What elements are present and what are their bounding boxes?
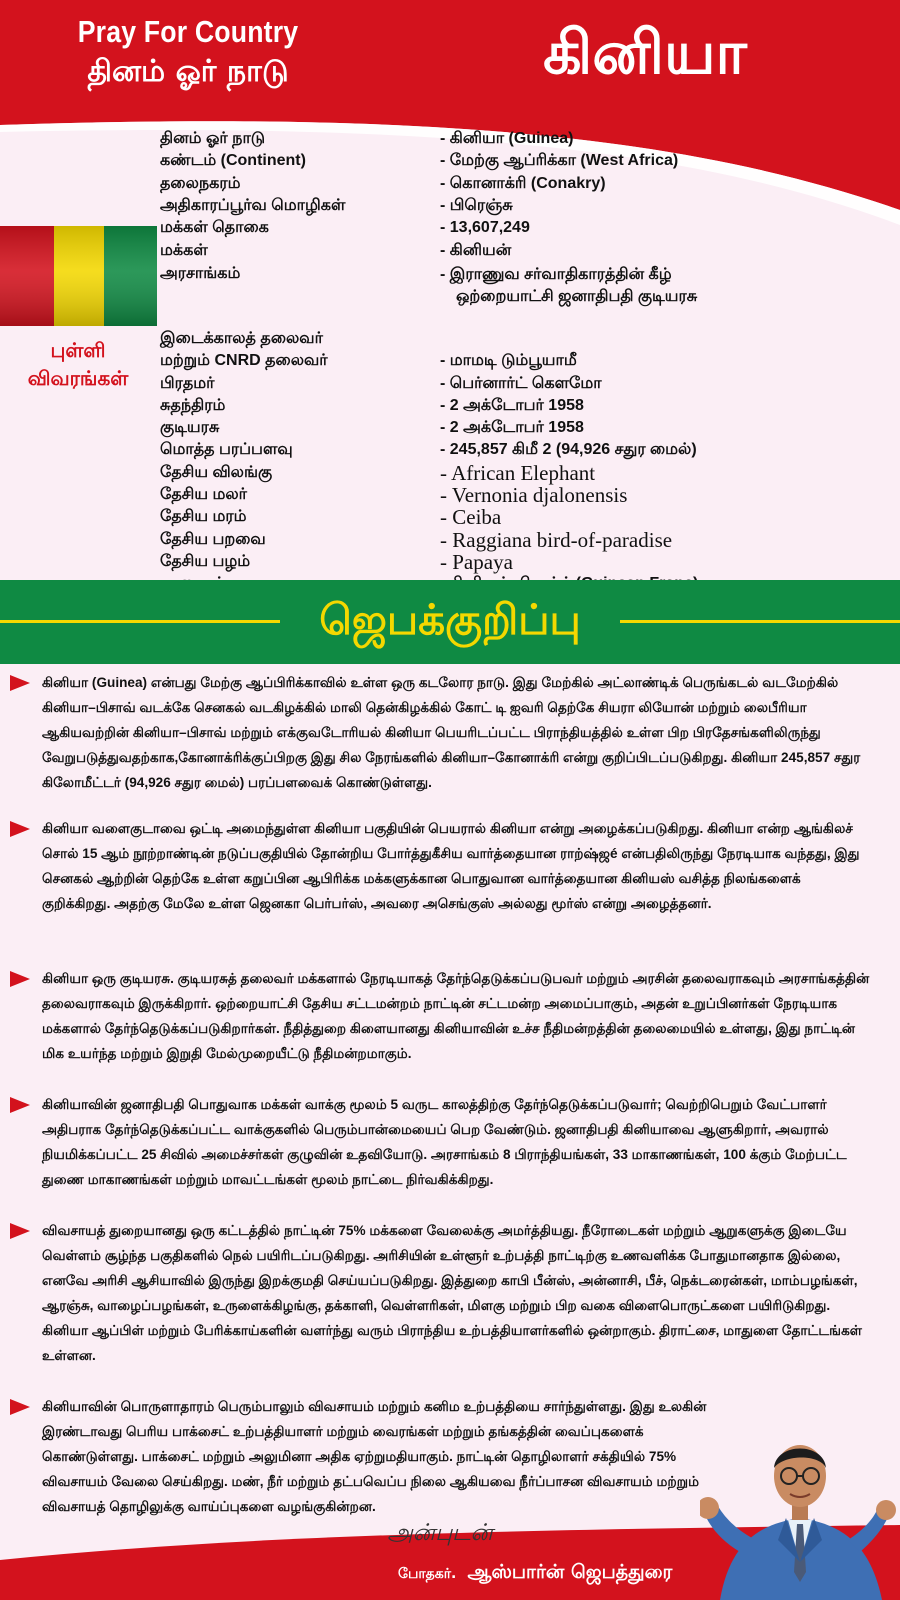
fact-label: தலைநகரம் [160, 174, 241, 192]
fact-label: தேசிய பறவை [160, 530, 266, 548]
prayer-points-banner [0, 580, 900, 664]
fact-value: - மாமடி டும்பூயாமீ [440, 352, 577, 370]
fact-row [160, 372, 890, 394]
arrow-bullet-icon [10, 675, 30, 691]
preacher-name: ஆஸ்பார்ன் ஜெபத்துரை [467, 1561, 673, 1583]
banner-divider-left [0, 620, 280, 623]
fact-row [160, 328, 890, 350]
prayer-point-text: கினியா ஒரு குடியரசு. குடியரசுத் தலைவர் மக்களால் நேரடியாகத் தேர்ந்தெடுக்கப்படுபவர் மற்றும் அரசின் தலைவராகவும் அரசாங்கத்தின் தலைவராகவும் இருக்கிறார். ஒற்றையாட்சி தேசிய சட்டமன்றம் நாட்டின் சட்டமன்ற அமைப்பாகும், அதன் உறுப்பினர்கள் நேரடியாக மக்களால் தேர்ந்தெடுக்கப்படுகிறார்கள். நீதித்துறை கிளையானது கினியாவின் உச்ச நீதிமன்றத்தின் தலைமையில் உள்ளது, இது நாட்டின் மிக உயர்ந்த மற்றும் இறுதி மேல்முறையீட்டு நீதிமன்றமாகும். [42, 971, 870, 1061]
fact-value: - மேற்கு ஆப்ரிக்கா (West Africa) [440, 152, 679, 170]
fact-value: - Raggiana bird-of-paradise [440, 527, 673, 552]
fact-label: இடைக்காலத் தலைவர் [160, 329, 323, 347]
fact-value: - பிரெஞ்சு [440, 197, 513, 215]
header-title-english: Pray For Country [77, 14, 299, 49]
fact-row [160, 551, 890, 573]
arrow-bullet-icon [10, 821, 30, 837]
signoff-text: அன்புடன் [387, 1520, 493, 1546]
fact-value: - Vernonia djalonensis [440, 483, 628, 507]
fact-label: மக்கள் [160, 241, 208, 259]
fact-row [160, 173, 890, 195]
guinea-flag-icon [0, 226, 157, 326]
fact-row [160, 528, 890, 550]
fact-row [160, 439, 890, 461]
fact-label: அதிகாரப்பூர்வ மொழிகள் [160, 197, 346, 215]
fact-row [160, 395, 890, 417]
prayer-point [10, 816, 870, 916]
fact-row [160, 417, 890, 439]
fact-row [160, 239, 890, 261]
banner-divider-right [620, 620, 900, 623]
fact-value: - African Elephant [440, 460, 596, 485]
prayer-points-heading: ஜெபக்குறிப்பு [319, 595, 581, 644]
fact-value: - பெர்னார்ட் கௌமோ [440, 374, 602, 392]
fact-value: - 2 அக்டோபர் 1958 [440, 419, 584, 437]
fact-value: - 2 அக்டோபர் 1958 [440, 396, 584, 414]
prayer-point [10, 966, 870, 1066]
fact-value-line1: - இராணுவ சர்வாதிகாரத்தின் கீழ் [440, 265, 672, 283]
fact-value: - கொனாக்ரி (Conakry) [440, 174, 606, 192]
key-facts-label [8, 336, 148, 392]
prayer-point-text: விவசாயத் துறையானது ஒரு கட்டத்தில் நாட்டின் 75% மக்களை வேலைக்கு அமர்த்தியது. நீரோடைகள் மற்றும் ஆறுகளுக்கு இடையே வெள்ளம் சூழ்ந்த பகுதிகளில் நெல் பயிரிடப்படுகிறது. அரிசியின் உள்ளூர் உற்பத்தி நாட்டிற்கு உணவளிக்க போதுமானதாக இல்லை, எனவே அரிசி ஆசியாவில் இருந்து இறக்குமதி செய்யப்படுகிறது. இத்துறை காபி பீன்ஸ், அன்னாசி, பீச், நெக்டரைன்கள், மாம்பழங்கள், ஆரஞ்சு, வாழைப்பழங்கள், உருளைக்கிழங்கு, தக்காளி, வெள்ளரிகள், மிளகு மற்றும் பிற வகை விளைபொருட்களை பயிரிடுகிறது. கினியா ஆப்பிள் மற்றும் பேரிக்காய்களின் வளர்ந்து வரும் பிராந்திய உற்பத்தியாளர்களில் ஒன்றாகும். திராட்சை, மாதுளை தோட்டங்கள் உள்ளன. [42, 1223, 863, 1363]
fact-label: தேசிய மலர் [160, 486, 247, 503]
facts-table [160, 128, 890, 595]
fact-value-line2: ஒற்றையாட்சி ஜனாதிபதி குடியரசு [456, 287, 698, 305]
fact-label: மற்றும் CNRD தலைவர் [160, 352, 328, 370]
fact-label: மொத்த பரப்பளவு [160, 441, 293, 459]
fact-label: பிரதமர் [160, 374, 215, 392]
fact-row [160, 150, 890, 172]
fact-row [160, 350, 890, 372]
arrow-bullet-icon [10, 1223, 30, 1239]
country-title: கினியா [543, 18, 747, 88]
fact-label: தேசிய மரம் [160, 508, 247, 526]
key-facts-label-line1: புள்ளி [50, 338, 106, 362]
fact-label: தினம் ஓர் நாடு [160, 130, 266, 148]
fact-row [160, 262, 890, 328]
fact-row [160, 217, 890, 239]
prayer-point [10, 1218, 870, 1368]
fact-value: - கினியன் [440, 241, 512, 259]
fact-label: மக்கள் தொகை [160, 219, 269, 237]
fact-value: - Ceiba [440, 505, 502, 530]
prayer-point-text: கினியா வளைகுடாவை ஒட்டி அமைந்துள்ள கினியா பகுதியின் பெயரால் கினியா என்று அழைக்கப்படுகிறது. கினியா என்ற ஆங்கிலச் சொல் 15 ஆம் நூற்றாண்டின் நடுப்பகுதியில் தோன்றிய போர்த்துகீசிய வார்த்தையான ராற்ஷ்ஜé என்பதிலிருந்து நேரடியாக வந்தது, இது செனகல் ஆற்றின் தெற்கே உள்ள கறுப்பின ஆபிரிக்க மக்களுக்கான பொதுவான வார்த்தையான கினியஸ் வசித்த நிலங்களைக் குறிக்கிறது. அதற்கு மேலே உள்ள ஜெனகா பெர்பர்ஸ், அவரை அசெங்குஸ் அல்லது மூர்ஸ் என்று அழைத்தனர். [42, 821, 860, 911]
fact-label: தேசிய பழம் [160, 552, 251, 570]
prayer-point [10, 1092, 870, 1192]
fact-row [160, 128, 890, 150]
fact-label: அரசாங்கம் [160, 264, 241, 282]
prayer-point-text: கினியா (Guinea) என்பது மேற்கு ஆப்பிரிக்காவில் உள்ள ஒரு கடலோர நாடு. இது மேற்கில் அட்லாண்டிக் பெருங்கடல் வடமேற்கில் கினியா–பிசாவ் வடக்கே செனகல் வடகிழக்கில் மாலி தென்கிழக்கில் கோட் டி ஐவரி தெற்கே சியரா லியோன் மற்றும் லைபீரியா ஆகியவற்றின் கினியா–பிசாவ் மற்றும் எக்குவடோரியல் கினியா பெயரிடப்பட்ட பிராந்தியத்தில் உள்ள பிற பிரதேசங்களிலிருந்து வேறுபடுத்துவதற்காக,கோனாக்ரிக்குப்பிறகு இது சில நேரங்களில் கினியா–கோனாக்ரி என்று குறிப்பிடப்படுகிறது. கினியா 245,857 சதுர கிலோமீட்டர் (94,926 சதுர மைல்) பரப்பளவைக் கொண்டுள்ளது. [42, 675, 861, 790]
arrow-bullet-icon [10, 1399, 30, 1415]
prayer-point-text: கினியாவின் பொருளாதாரம் பெரும்பாலும் விவசாயம் மற்றும் கனிம உற்பத்தியை சார்ந்துள்ளது. இது உலகின் இரண்டாவது பெரிய பாக்சைட் உற்பத்தியாளர் மற்றும் வைரங்கள் மற்றும் தங்கத்தின் வைப்புகளைக் கொண்டுள்ளது. பாக்சைட் மற்றும் அலுமினா அதிக ஏற்றுமதியாகும். நாட்டின் தொழிலாளர் சக்தியில் 75% விவசாயம் வேலை செய்கிறது. மண், நீர் மற்றும் தட்பவெப்ப நிலை ஆகியவை நீர்ப்பாசன விவசாயம் மற்றும் விவசாயத் தொழிலுக்கு வாய்ப்புகளை வழங்குகின்றன. [42, 1399, 707, 1514]
fact-row [160, 484, 890, 506]
fact-value [440, 264, 890, 308]
fact-row [160, 506, 890, 528]
key-facts-label-line2: விவரங்கள் [27, 366, 129, 390]
fact-value: - Papaya [440, 549, 513, 574]
prayer-point-text: கினியாவின் ஜனாதிபதி பொதுவாக மக்கள் வாக்கு மூலம் 5 வருட காலத்திற்கு தேர்ந்தெடுக்கப்படுவார்; வெற்றிபெறும் வேட்பாளர் அதிபராக தேர்ந்தெடுக்கப்பட்ட வாக்குகளில் பெரும்பான்மையைப் பெற வேண்டும். ஜனாதிபதி கினியாவை ஆளுகிறார், அவரால் நியமிக்கப்பட்ட 25 சிவில் அமைச்சர்கள் குழுவின் உதவியோடு. அரசாங்கம் 8 பிராந்தியங்கள், 33 மாகாணங்கள், 100 க்கும் மேற்பட்ட துணை மாகாணங்கள் மற்றும் மாவட்டங்கள் மூலம் நாட்டை நிர்வகிக்கிறது. [42, 1097, 847, 1187]
header-title-tamil: தினம் ஓர் நாடு [87, 54, 289, 89]
fact-label: தேசிய விலங்கு [160, 463, 273, 481]
preacher-portrait-icon [700, 1412, 900, 1600]
fact-label: கண்டம் (Continent) [160, 152, 306, 170]
fact-value: - கினியா (Guinea) [440, 130, 574, 148]
preacher-title: போதகர். [398, 1566, 457, 1582]
fact-label: குடியரசு [160, 419, 220, 437]
fact-row [160, 195, 890, 217]
fact-label: சுதந்திரம் [160, 396, 226, 414]
fact-value: - 245,857 கிமீ 2 (94,926 சதுர மைல்) [440, 441, 697, 459]
arrow-bullet-icon [10, 971, 30, 987]
arrow-bullet-icon [10, 1097, 30, 1113]
fact-row [160, 462, 890, 484]
fact-value: - 13,607,249 [440, 219, 530, 237]
prayer-point [10, 670, 870, 795]
